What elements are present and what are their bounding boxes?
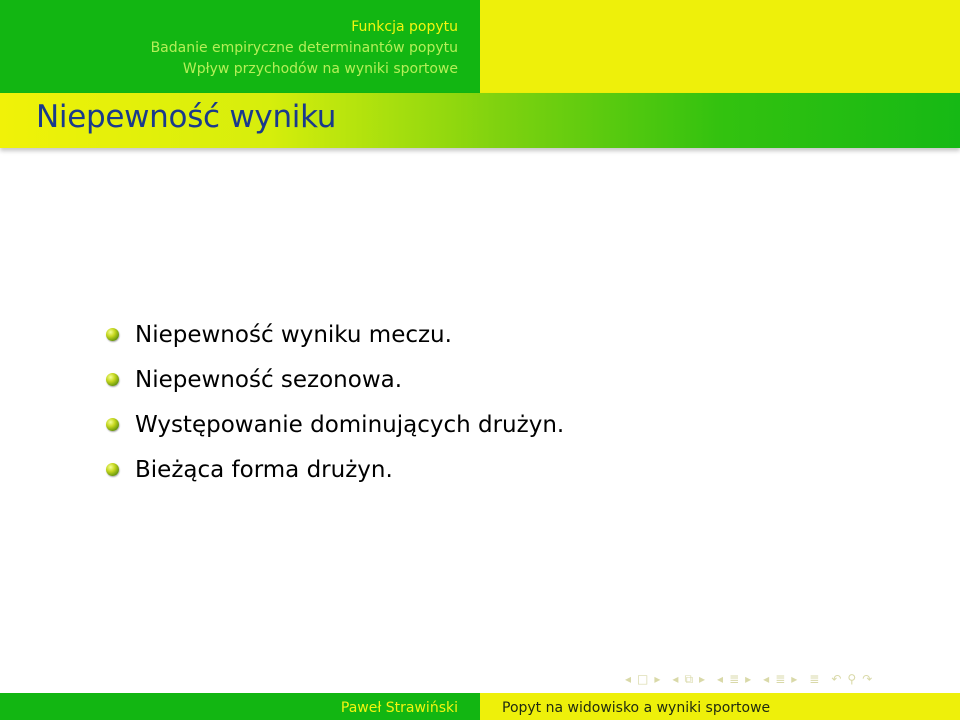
section-next-icon[interactable]: ▸ (791, 672, 798, 686)
section-prev-icon[interactable]: ◂ (763, 672, 770, 686)
footer-bar (0, 693, 960, 720)
search-forward-icon[interactable]: ↷ (862, 672, 873, 686)
bullet-text: Bieżąca forma drużyn. (135, 456, 393, 483)
ball-bullet-icon (106, 328, 119, 341)
list-item (104, 312, 864, 357)
navigation-symbols (622, 669, 875, 689)
subsection-icon[interactable]: ≣ (729, 672, 740, 686)
list-item (104, 357, 864, 402)
section-navigation (0, 0, 480, 93)
ball-bullet-icon (106, 373, 119, 386)
frame-icon[interactable]: ⧉ (684, 672, 694, 686)
ball-bullet-icon (106, 463, 119, 476)
section-icon[interactable]: ≣ (775, 672, 786, 686)
bullet-list (104, 312, 864, 492)
list-item (104, 402, 864, 447)
nav-section-wplyw-przychodow[interactable]: Wpływ przychodów na wyniki sportowe (182, 61, 458, 77)
search-icon[interactable]: ⚲ (847, 672, 857, 686)
frame-prev-icon[interactable]: ◂ (672, 672, 679, 686)
slide-prev-icon[interactable]: ◂ (625, 672, 632, 686)
frame-title: Niepewność wyniku (36, 99, 337, 135)
ball-bullet-icon (106, 418, 119, 431)
footer-author: Paweł Strawiński (340, 700, 458, 716)
frame-next-icon[interactable]: ▸ (699, 672, 706, 686)
footer-title-panel (480, 693, 960, 720)
header-right-panel (480, 0, 960, 93)
slide-icon[interactable]: □ (637, 672, 649, 686)
toc-icon[interactable]: ≣ (809, 672, 820, 686)
footer-author-panel (0, 693, 480, 720)
footer-talk-title: Popyt na widowisko a wyniki sportowe (502, 700, 771, 716)
search-back-icon[interactable]: ↶ (831, 672, 842, 686)
slide-next-icon[interactable]: ▸ (654, 672, 661, 686)
header-navigation-bar (0, 0, 960, 93)
subsection-next-icon[interactable]: ▸ (745, 672, 752, 686)
bullet-text: Występowanie dominujących drużyn. (135, 411, 565, 438)
list-item (104, 447, 864, 492)
frame-title-bar (0, 93, 960, 148)
bullet-text: Niepewność sezonowa. (135, 366, 403, 393)
subsection-prev-icon[interactable]: ◂ (717, 672, 724, 686)
nav-section-badanie-empiryczne[interactable]: Badanie empiryczne determinantów popytu (150, 40, 458, 56)
nav-section-funkcja-popytu[interactable]: Funkcja popytu (351, 19, 458, 35)
bullet-text: Niepewność wyniku meczu. (135, 321, 452, 348)
